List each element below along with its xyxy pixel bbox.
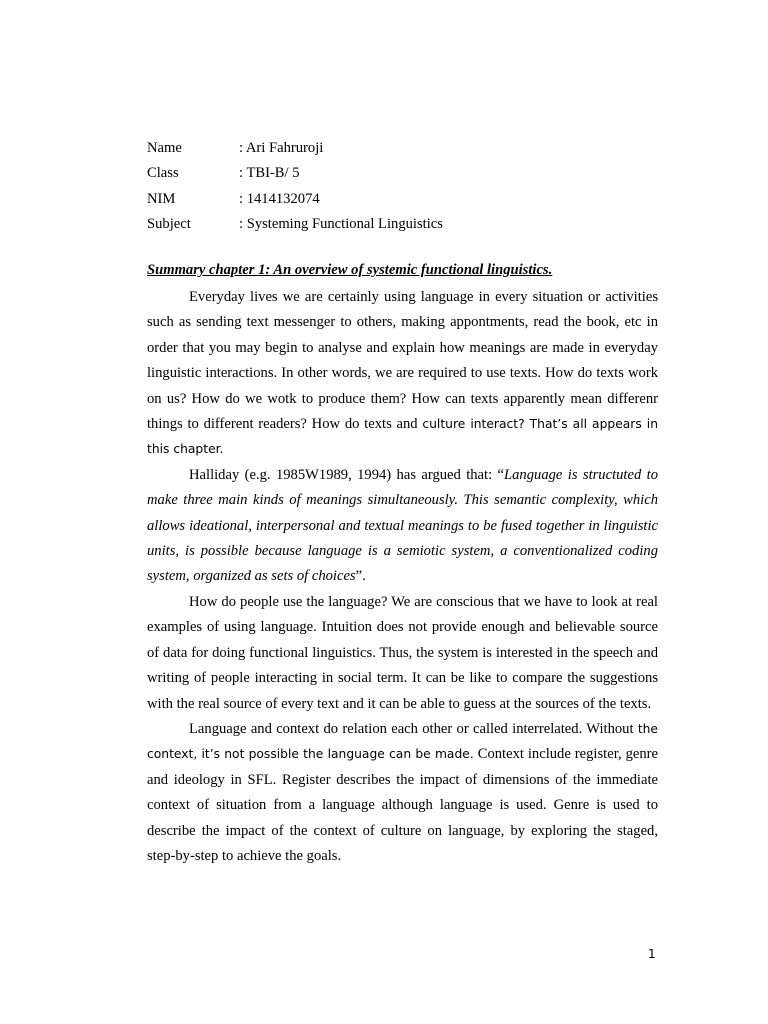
page-number: 1 xyxy=(648,947,656,961)
paragraph-2 xyxy=(147,463,658,590)
paragraph-text: Context include register, genre and ideology in SFL. Register describes the impact of dimensions of the immediate context of situation from a language although language is used. Genre is used to describe the impact of the context of culture on language, by exploring the staged, step-by-step to achieve the goals. xyxy=(147,746,658,864)
info-value: : TBI-B/ 5 xyxy=(239,165,300,182)
summary-body xyxy=(147,285,658,869)
student-info-block xyxy=(147,136,443,237)
info-row-class xyxy=(147,161,443,186)
info-row-nim xyxy=(147,187,443,212)
paragraph-text: Everyday lives we are certainly using language in every situation or activities such as sending text messenger to others, making appontments, read the book, etc in order that you may begin to analyse and explain how meanings are made in everyday linguistic interactions. In other words, we are required to use texts. How do texts work on us? How do we wotk to produce them? How can texts apparently mean differenr things to different readers? How do texts and xyxy=(147,289,658,433)
info-label: NIM xyxy=(147,190,176,207)
info-label: Subject xyxy=(147,215,191,232)
halliday-quote: Language is structuted to make three main kinds of meanings simultaneously. This semantic complexity, which allows ideational, interpersonal and textual meanings to be fused together in linguistic units, is possible because language is a semiotic system, a conventionalized coding system, organized as sets of choices xyxy=(147,466,658,585)
summary-title: Summary chapter 1: An overview of systemic functional linguistics. xyxy=(147,262,553,278)
paragraph-text: Language and context do relation each other or called interrelated. Without xyxy=(189,720,638,737)
paragraph-3 xyxy=(147,590,658,717)
info-value: : 1414132074 xyxy=(239,190,320,207)
paragraph-text: Halliday (e.g. 1985W1989, 1994) has argued that: xyxy=(189,466,498,483)
paragraph-text: How do people use the language? We are conscious that we have to look at real examples of using language. Intuition does not provide enough and believable source of data for doing functional linguistics. Thus, the system is interested in the speech and writing of people interacting in social term. It can be like to compare the suggestions with the real source of every text and it can be able to guess at the sources of the texts. xyxy=(147,593,658,712)
info-value: : Ari Fahruroji xyxy=(239,140,324,156)
info-row-subject xyxy=(147,212,443,237)
info-value: : Systeming Functional Linguistics xyxy=(239,215,443,232)
paragraph-text-sans: the context, it’s not possible the language can be made. xyxy=(147,721,658,762)
paragraph-text-sans: culture interact? That’s all appears in this chapter. xyxy=(147,417,658,457)
open-quote: “ xyxy=(497,466,505,483)
info-label: Name xyxy=(147,140,182,156)
info-row-name xyxy=(147,136,443,161)
paragraph-4 xyxy=(147,717,658,869)
close-quote: ”. xyxy=(355,568,366,585)
paragraph-1 xyxy=(147,285,658,463)
info-label: Class xyxy=(147,165,179,182)
